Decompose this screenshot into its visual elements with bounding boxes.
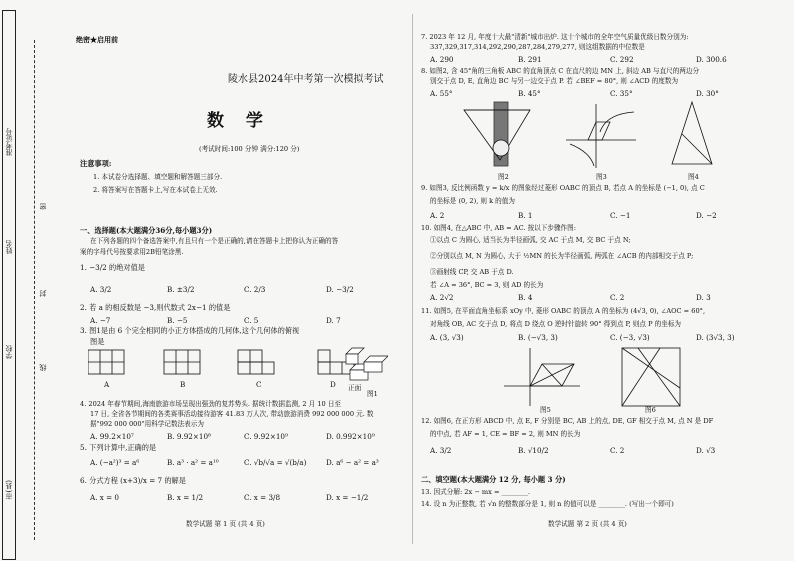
figure-6 bbox=[622, 348, 680, 406]
q2-option-d: D. 7 bbox=[326, 316, 341, 325]
q9-option-a: A. 2 bbox=[430, 211, 445, 220]
section1-intro-2: 案的字母代号按要求用2B铅笔涂黑. bbox=[80, 248, 184, 256]
section2-heading: 二、填空题(本大题满分 12 分, 每小题 3 分) bbox=[421, 475, 566, 484]
q8-option-d: D. 30° bbox=[696, 89, 719, 98]
q8-option-b: B. 45° bbox=[518, 89, 541, 98]
q8-option-a: A. 55° bbox=[430, 89, 453, 98]
q4-stem-2: 17 日, 全省各节期间的各类赛事活动接待游客 41.83 万人次, 带动旅游消费 992 000 000 元. 数 bbox=[90, 410, 374, 418]
q9-option-b: B. 1 bbox=[518, 211, 533, 220]
figure-3-caption: 图3 bbox=[596, 173, 607, 181]
subject-title: 数 学 bbox=[207, 111, 271, 131]
q7-option-c: C. 292 bbox=[610, 55, 634, 64]
q7-stem-2: 337,329,317,314,292,290,287,284,279,277, 则这组数据的中位数是 bbox=[430, 43, 645, 51]
q10-stem-5: 若 ∠A = 36°, BC = 3, 则 AD 的长为 bbox=[430, 281, 544, 289]
q3-figure-caption: 图1 bbox=[367, 390, 378, 398]
section1-heading: 一、选择题(本大题满分36分,每小题3分) bbox=[80, 226, 213, 235]
figure-6-caption: 图6 bbox=[645, 406, 656, 414]
q11-option-d: D. (3√3, 3) bbox=[696, 333, 735, 342]
page-divider bbox=[412, 14, 413, 544]
q4-option-a: A. 99.2×10⁷ bbox=[90, 432, 134, 441]
q7-option-a: A. 290 bbox=[430, 55, 454, 64]
q4-option-c: C. 9.92×10⁹ bbox=[244, 432, 288, 441]
q11-stem-1: 11. 如图5, 在平面直角坐标系 xOy 中, 菱形 OABC 的顶点 A 的坐标为 (4√3, 0), ∠AOC = 60°, bbox=[421, 307, 706, 315]
q12-stem-2: 的中点, 若 AF = 1, CE = BF = 2, 则 MN 的长为 bbox=[430, 430, 581, 438]
notes-heading: 注意事项: bbox=[80, 159, 112, 168]
q5-option-d: D. a⁶ − a² = a³ bbox=[326, 458, 379, 467]
q12-option-d: D. √3 bbox=[696, 446, 716, 455]
figure-5 bbox=[504, 348, 580, 406]
q9-option-d: D. −2 bbox=[696, 211, 717, 220]
q14-stem: 14. 设 n 为正整数, 若 √n 的整数部分是 1, 则 n 的值可以是 ________. (写出一个即可) bbox=[421, 500, 674, 508]
q3-front-label: 正面 bbox=[348, 384, 362, 392]
q4-option-d: D. 0.992×10⁹ bbox=[326, 432, 375, 441]
q4-stem-1: 4. 2024 年春节期间,海南旅游市场呈现出强劲的复苏势头. 据统计数据监测, 2 月 10 日至 bbox=[80, 400, 342, 408]
figures-5-6 bbox=[500, 344, 700, 410]
q10-option-b: B. 4 bbox=[518, 293, 533, 302]
school-label: 学校 bbox=[5, 345, 13, 359]
figures-2-3-4 bbox=[460, 100, 760, 172]
footer-left: 数学试题 第 1 页 (共 4 页) bbox=[186, 520, 265, 528]
q2-option-a: A. −7 bbox=[90, 316, 111, 325]
q10-stem-2: ①以点 C 为圆心, 适当长为半径画弧, 交 AC 于点 M, 交 BC 于点 N; bbox=[430, 236, 631, 244]
q3-cube-figure bbox=[346, 348, 388, 380]
q5-option-b: B. a³ · a² = a¹⁰ bbox=[167, 458, 219, 467]
q4-stem-3: 据"992 000 000"用科学记数法表示为 bbox=[90, 420, 204, 428]
cut-line bbox=[34, 40, 35, 540]
q6-option-c: C. x = 3/8 bbox=[244, 493, 281, 502]
q12-option-b: B. √10/2 bbox=[518, 446, 549, 455]
q1-option-c: C. 2/3 bbox=[244, 285, 266, 294]
q5-stem: 5. 下列计算中,正确的是 bbox=[80, 443, 157, 452]
q11-option-c: C. (−3, √3) bbox=[610, 333, 650, 342]
q1-stem: 1. −3/2 的绝对值是 bbox=[80, 263, 145, 272]
q2-option-b: B. −5 bbox=[167, 316, 188, 325]
q3-figure-c bbox=[238, 350, 274, 374]
q7-stem-1: 7. 2023 年 12 月, 年度十大最"清新"城市出炉. 这十个城市的全年空气质量优级日数分别为: bbox=[421, 33, 689, 41]
q10-option-c: C. 2 bbox=[610, 293, 625, 302]
q3-label-c: C bbox=[256, 380, 262, 389]
q1-option-a: A. 3/2 bbox=[90, 285, 112, 294]
name-label: 姓名 bbox=[5, 240, 13, 254]
bind-mark: 封 bbox=[39, 290, 47, 297]
note-2: 2. 将答案写在答题卡上,写在本试卷上无效. bbox=[93, 186, 218, 194]
q5-option-c: C. √b/√a = √(b/a) bbox=[244, 458, 307, 467]
q1-option-b: B. ±3/2 bbox=[167, 285, 195, 294]
q8-stem-1: 8. 如图2, 含 45°角的三角板 ABC 的直角顶点 C 在直尺的边 MN 上, 斜边 AB 与直尺的两边分 bbox=[421, 67, 700, 75]
q3-stem-2: 图是 bbox=[90, 337, 105, 346]
q8-stem-2: 别交于点 D, E, 直角边 BC 与另一边交于点 P. 若 ∠BEF = 80°, 则 ∠ACD 的度数为 bbox=[430, 77, 679, 85]
q2-option-c: C. 5 bbox=[244, 316, 259, 325]
q6-stem: 6. 分式方程 (x+3)/x = 7 的解是 bbox=[80, 476, 186, 485]
q11-option-a: A. (3, √3) bbox=[430, 333, 464, 342]
q8-option-c: C. 35° bbox=[610, 89, 633, 98]
seal-mark: 密 bbox=[39, 203, 47, 210]
q6-option-a: A. x = 0 bbox=[90, 493, 119, 502]
q2-stem: 2. 若 a 的相反数是 −3,则代数式 2x−1 的值是 bbox=[80, 303, 231, 312]
q3-label-a: A bbox=[104, 380, 110, 389]
q9-stem-1: 9. 如图3, 反比例函数 y = k/x 的图象经过菱形 OABC 的顶点 B, 若点 A 的坐标是 (−1, 0), 点 C bbox=[421, 184, 705, 192]
q10-stem-1: 10. 如图4, 在△ABC 中, AB = AC. 按以下步骤作图: bbox=[421, 224, 576, 232]
section1-intro-1: 在下列各题的四个备选答案中,有且只有一个是正确的,请在答题卡上把你认为正确的答 bbox=[90, 237, 339, 245]
note-1: 1. 本试卷分选择题、填空题和解答题三部分. bbox=[93, 173, 223, 181]
q4-option-b: B. 9.92×10⁸ bbox=[167, 432, 211, 441]
city-label: 市(县) bbox=[5, 480, 13, 500]
figure-2 bbox=[464, 102, 530, 166]
q6-option-d: D. x = −1/2 bbox=[326, 493, 369, 502]
secret-label: 绝密★启用前 bbox=[76, 35, 118, 44]
q7-option-b: B. 291 bbox=[518, 55, 542, 64]
figure-5-caption: 图5 bbox=[540, 406, 551, 414]
q3-stem-1: 3. 图1是由 6 个完全相同的小正方体搭成的几何体,这个几何体的俯视 bbox=[80, 326, 300, 335]
q5-option-a: A. (−a²)³ = a⁶ bbox=[90, 458, 140, 467]
exam-title: 陵水县2024年中考第一次模拟考试 bbox=[228, 74, 384, 85]
q7-option-d: D. 300.6 bbox=[696, 55, 727, 64]
q9-stem-2: 的坐标是 (0, 2), 则 k 的值为 bbox=[430, 197, 515, 205]
q12-stem-1: 12. 如图6, 在正方形 ABCD 中, 点 E, F 分别是 BC, AB 上的点, DE, GF 相交于点 M, 点 N 是 DF bbox=[421, 417, 714, 425]
q3-label-b: B bbox=[180, 380, 186, 389]
exam-number-label: 准考证号 bbox=[5, 128, 13, 156]
line-mark: 线 bbox=[39, 364, 47, 371]
q10-stem-4: ③画射线 CP, 交 AB 于点 D. bbox=[430, 268, 514, 276]
q9-option-c: C. −1 bbox=[610, 211, 631, 220]
q11-stem-2: 对角线 OB, AC 交于点 D, 将点 D 绕点 O 逆时针旋转 90° 得到点 P, 则点 P 的坐标为 bbox=[430, 320, 682, 328]
q3-figure-a bbox=[88, 350, 124, 374]
q10-option-a: A. 2√2 bbox=[430, 293, 454, 302]
q11-option-b: B. (−√3, 3) bbox=[518, 333, 558, 342]
q12-option-c: C. 2 bbox=[610, 446, 625, 455]
binding-strip bbox=[2, 10, 16, 560]
q6-option-b: B. x = 1/2 bbox=[167, 493, 204, 502]
figure-4-caption: 图4 bbox=[688, 173, 699, 181]
q12-option-a: A. 3/2 bbox=[430, 446, 452, 455]
figure-3 bbox=[566, 104, 636, 168]
exam-meta: (考试时间:100 分钟 满分:120 分) bbox=[199, 145, 300, 153]
q13-stem: 13. 因式分解: 2x − mx = ________. bbox=[421, 488, 531, 496]
figure-4 bbox=[672, 102, 712, 164]
q1-option-d: D. −3/2 bbox=[326, 285, 354, 294]
footer-right: 数学试题 第 2 页 (共 4 页) bbox=[548, 520, 627, 528]
q3-figure-b bbox=[164, 350, 200, 374]
figure-2-caption: 图2 bbox=[498, 173, 509, 181]
binding-column bbox=[0, 0, 62, 561]
q10-stem-3: ②分别以点 M, N 为圆心, 大于 ½MN 的长为半径画弧, 两弧在 ∠ACB 的内部相交于点 P; bbox=[430, 252, 694, 260]
q3-figures bbox=[88, 344, 388, 400]
q10-option-d: D. 3 bbox=[696, 293, 711, 302]
q3-label-d: D bbox=[330, 380, 336, 389]
